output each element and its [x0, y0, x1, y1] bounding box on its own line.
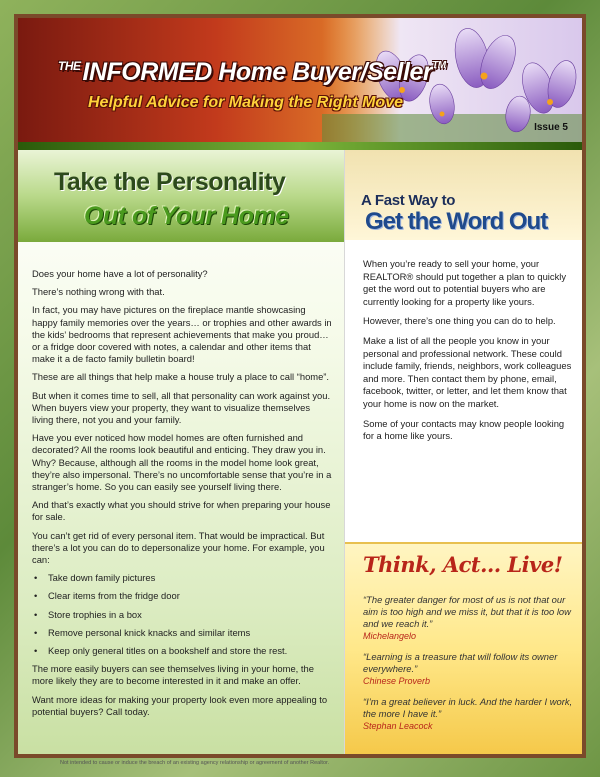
sidebar-article — [344, 150, 582, 754]
list-item: • Remove personal knick knacks and similar items — [32, 627, 332, 639]
main-article — [18, 150, 344, 754]
header-divider — [18, 142, 582, 150]
paragraph: There’s nothing wrong with that. — [32, 286, 165, 298]
paragraph: Want more ideas for making your property look even more appealing to potential buyers? Call today. — [32, 693, 328, 717]
quotes-list — [363, 594, 575, 741]
paragraph: And that’s exactly what you should strive for when preparing your house for sale. — [32, 499, 331, 523]
masthead — [18, 18, 582, 142]
paragraph: Make a list of all the people you know in your personal and professional network. These could include family, friends, neighbors, work colleagues and more. Then contact them by phone, email, facebook, twitter, or letter, and let them know that your home is now on the market. — [363, 334, 572, 409]
list-item: • Clear items from the fridge door — [32, 590, 332, 602]
paragraph: However, there’s one thing you can do to help. — [363, 315, 556, 327]
paragraph: You can’t get rid of every personal item. That would be impractical. But there’s a lot you can do to depersonalize your home. For example, you can: — [32, 529, 325, 566]
quote-text: “I’m a great believer in luck. And the harder I work, the more I have it.” — [363, 696, 573, 719]
quote-author: Michelangelo — [363, 631, 417, 641]
paragraph: These are all things that help make a house truly a place to call “home”. — [32, 371, 330, 383]
tips-list — [32, 572, 332, 657]
paragraph: Have you ever noticed how model homes are often furnished and decorated? All the rooms look beautiful and enticing. They draw you in. Why? Because, although all the rooms in the model home look great, they’re also impersonal. There’s no uncomfortable sense that you’re in a stranger’s home. So you can easily see yourself living there. — [32, 432, 332, 493]
quote-text: “Learning is a treasure that will follow its owner everywhere.” — [363, 651, 558, 674]
quote-author: Stephan Leacock — [363, 721, 433, 731]
sidebar-headline-line2: Get the Word Out — [365, 208, 548, 235]
quote-item — [363, 594, 575, 641]
newsletter-title: $^{THE}$INFORMED Home Buyer/Seller™ — [58, 58, 446, 86]
quote-text: “The greater danger for most of us is not that our aim is too high and we miss it, but that it is too low and we reach it.” — [363, 594, 571, 629]
quote-item — [363, 651, 575, 686]
sidebar-banner — [345, 150, 583, 240]
list-item: • Store trophies in a box — [32, 609, 332, 621]
main-headline-line2: Out of Your Home — [84, 202, 289, 230]
main-article-banner — [18, 150, 344, 242]
quote-author: Chinese Proverb — [363, 676, 431, 686]
paragraph: When you’re ready to sell your home, your REALTOR® should put together a plan to quickly get the word out to potential buyers who are currently looking for a property like yours. — [363, 258, 567, 307]
newsletter-page — [14, 14, 586, 758]
paragraph: In fact, you may have pictures on the fireplace mantle showcasing happy family memories over the years… or trophies and other awards in the kids’ bedrooms that represent achievements that make you proud… or a fridge door covered with notes, a calendar and other items that make it a de facto family bulletin board! — [32, 304, 332, 365]
list-item: • Keep only general titles on a bookshelf and store the rest. — [32, 645, 332, 657]
sidebar-headline-line1: A Fast Way to — [361, 192, 456, 209]
main-article-body — [32, 268, 332, 724]
paragraph: Some of your contacts may know people looking for a home like yours. — [363, 417, 565, 442]
newsletter-subtitle: Helpful Advice for Making the Right Move — [88, 94, 403, 111]
paragraph: Does your home have a lot of personality? — [32, 268, 208, 279]
paragraph: But when it comes time to sell, all that personality can work against you. When buyers view your property, they want to visualize themselves living there, not you and your family. — [32, 389, 331, 426]
paragraph: The more easily buyers can see themselves living in your home, the more likely they are to become interested in it and make an offer. — [32, 663, 314, 687]
main-headline-line1: Take the Personality — [54, 168, 286, 196]
issue-number: Issue 5 — [534, 122, 568, 133]
list-item: • Take down family pictures — [32, 572, 332, 584]
disclaimer: Not intended to cause or induce the breach of an existing agency relationship or agreement of another Realtor. — [60, 760, 330, 766]
sidebar-article-body — [363, 258, 575, 450]
quotes-box — [345, 542, 583, 754]
quote-item — [363, 696, 575, 731]
quotes-title: Think, Act… Live! — [363, 552, 563, 577]
